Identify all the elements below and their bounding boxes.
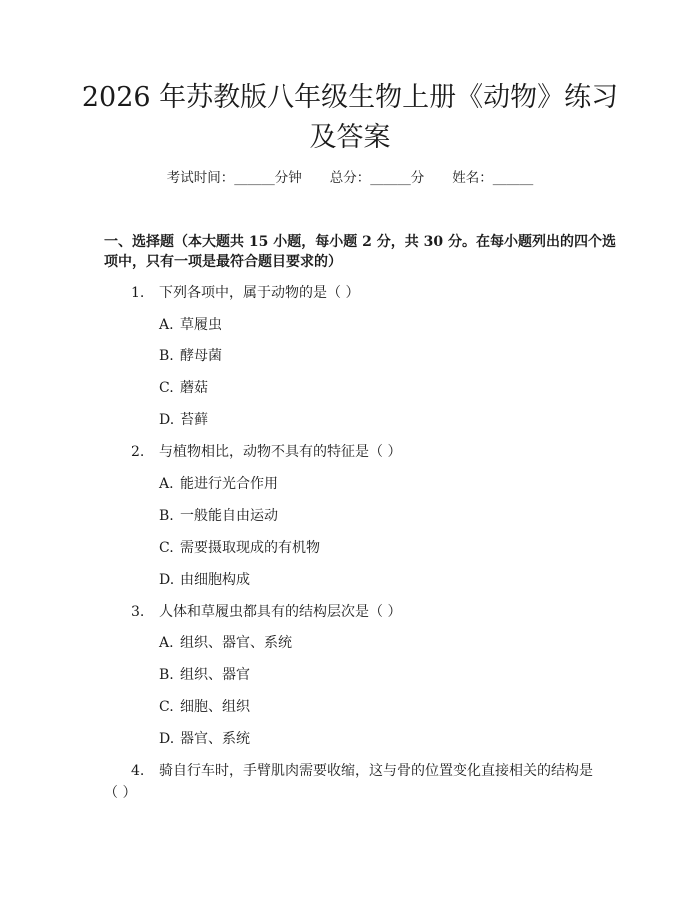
option-letter: C. [159,540,174,556]
option-letter: D. [159,572,175,588]
option-text: 苔藓 [180,412,208,428]
option-letter: B. [159,348,174,364]
option-letter: B. [159,667,174,683]
option-text: 细胞、组织 [180,699,250,715]
option-letter: D. [159,731,175,747]
question-text: 下列各项中，属于动物的是（ ） [159,285,360,301]
option-letter: B. [159,508,174,524]
option-letter: A. [159,635,174,651]
exam-info-row [0,168,700,188]
question-number: 4. [131,763,145,779]
document-title-line2: 及答案 [309,122,391,153]
option-text: 一般能自由运动 [180,508,278,524]
option-text: 蘑菇 [180,380,208,396]
section1-heading-line2: 项中，只有一项是最符合题目要求的） [104,254,342,270]
section1-heading-line1: 一、选择题（本大题共 15 小题，每小题 2 分，共 30 分。在每小题列出的四个选 [104,234,616,250]
name-label: 姓名：______ [452,170,534,186]
option-text: 能进行光合作用 [180,476,278,492]
question-text: 人体和草履虫都具有的结构层次是（ ） [159,604,402,620]
option-letter: D. [159,412,175,428]
option-text: 组织、器官 [180,667,250,683]
exam-time-label: 考试时间：______分钟 [166,170,302,186]
option-text: 器官、系统 [180,731,250,747]
option-letter: C. [159,699,174,715]
question-text: 骑自行车时，手臂肌肉需要收缩，这与骨的位置变化直接相关的结构是 [159,763,593,779]
question-number: 3. [131,604,145,620]
total-score-label: 总分：______分 [329,170,425,186]
question-number: 2. [131,444,145,460]
option-letter: A. [159,476,174,492]
question-number: 1. [131,285,145,301]
document-title-line1: 2026 年苏教版八年级生物上册《动物》练习 [81,82,619,113]
option-letter: C. [159,380,174,396]
question-text-continuation: （ ） [104,785,137,801]
question-text: 与植物相比，动物不具有的特征是（ ） [159,444,402,460]
option-text: 草履虫 [180,317,222,333]
option-text: 由细胞构成 [180,572,250,588]
option-text: 酵母菌 [180,348,222,364]
option-text: 需要摄取现成的有机物 [180,540,320,556]
option-text: 组织、器官、系统 [180,635,292,651]
option-letter: A. [159,317,174,333]
